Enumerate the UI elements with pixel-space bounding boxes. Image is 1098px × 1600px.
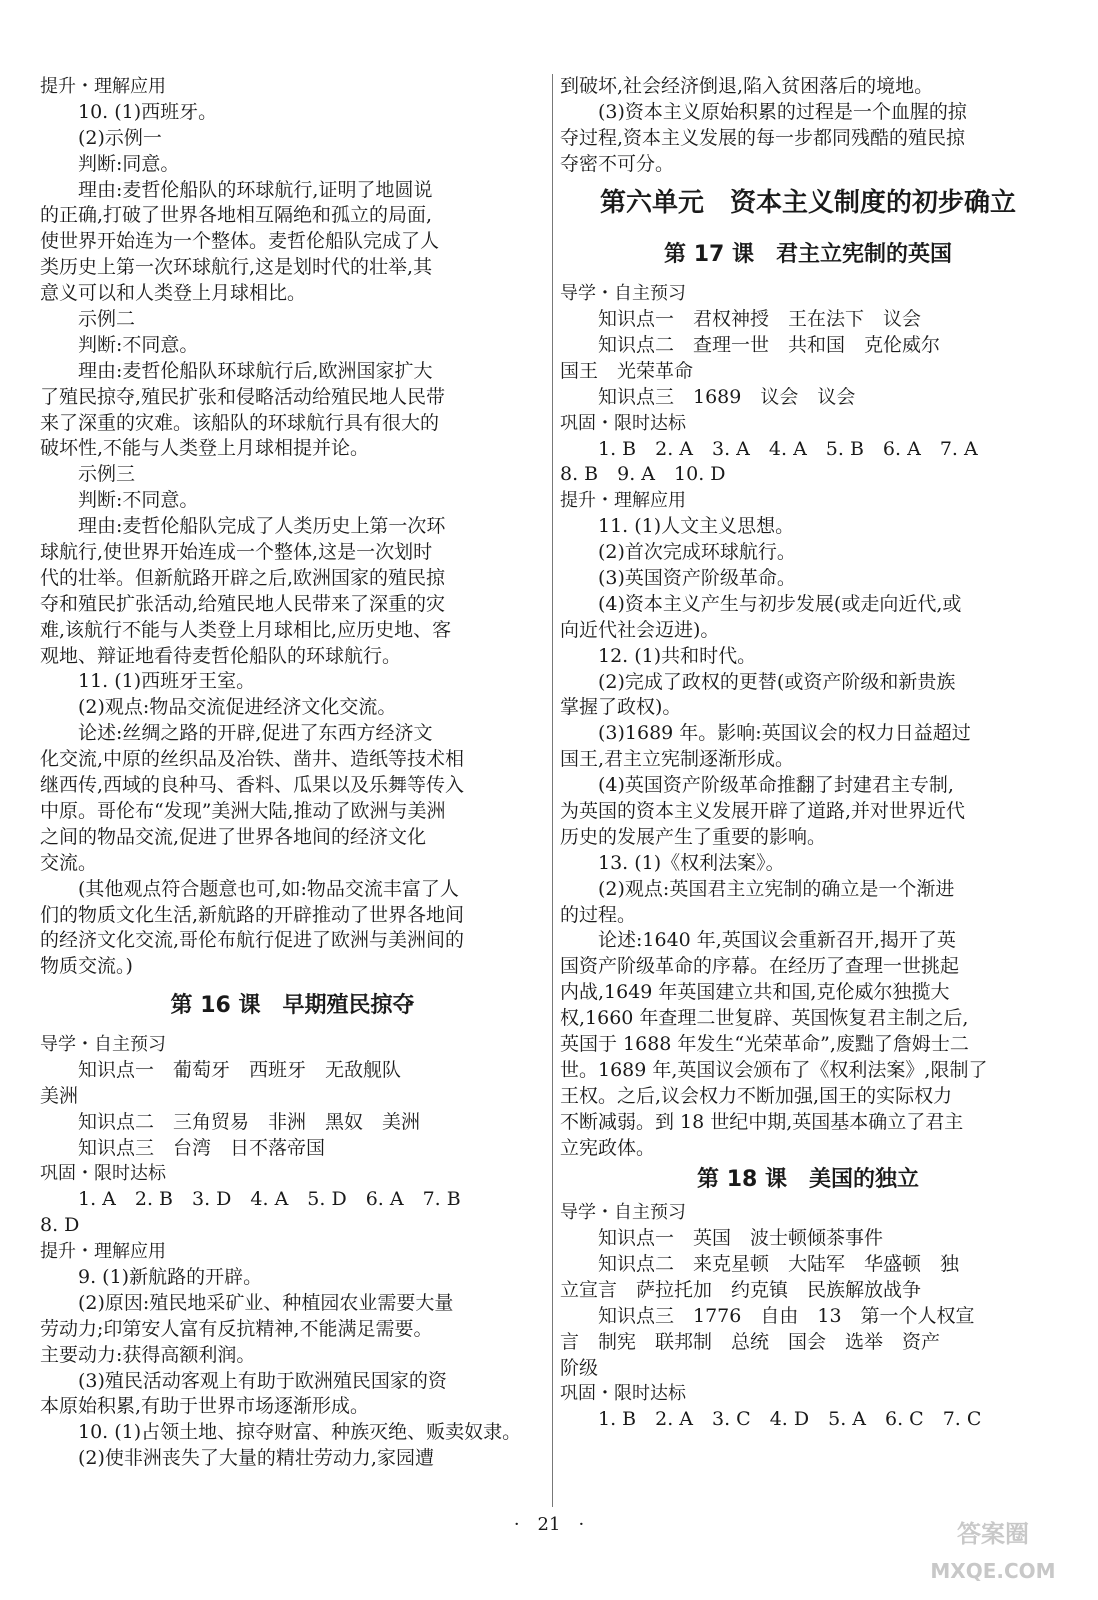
text-line: 之间的物品交流,促进了世界各地间的经济文化 xyxy=(40,825,427,848)
text-line: 意义可以和人类登上月球相比。 xyxy=(40,282,307,305)
text-line: 中原。哥伦布“发现”美洲大陆,推动了欧洲与美洲 xyxy=(40,799,446,822)
text-line: 知识点二 来克星顿 大陆军 华盛顿 独 xyxy=(598,1253,960,1276)
section-heading: 导学・自主预习 xyxy=(560,283,686,305)
text-line: 为英国的资本主义发展开辟了道路,并对世界近代 xyxy=(560,799,966,822)
text-line: 观地、辩证地看待麦哲伦船队的环球航行。 xyxy=(40,644,402,667)
text-line: 不断减弱。到 18 世纪中期,英国基本确立了君主 xyxy=(560,1110,964,1133)
text-line: 内战,1649 年英国建立共和国,克伦威尔独揽大 xyxy=(560,981,950,1004)
text-line: 示例三 xyxy=(78,463,136,486)
text-line: 本原始积累,有助于世界市场逐渐形成。 xyxy=(40,1395,370,1418)
lesson-title: 第 17 课 君主立宪制的英国 xyxy=(664,242,952,268)
text-line: (2)完成了政权的更替(或资产阶级和新贵族 xyxy=(598,670,956,693)
text-line: 来了深重的灾难。该船队的环球航行具有很大的 xyxy=(40,411,440,434)
text-line: 掌握了政权)。 xyxy=(560,696,682,719)
text-line: 王权。之后,议会权力不断加强,国王的实际权力 xyxy=(560,1084,953,1107)
text-line: 交流。 xyxy=(40,851,98,874)
text-line: 1. B 2. A 3. C 4. D 5. A 6. C 7. C xyxy=(598,1408,982,1431)
section-heading: 导学・自主预习 xyxy=(560,1202,686,1224)
text-line: 英国于 1688 年发生“光荣革命”,废黜了詹姆士二 xyxy=(560,1032,969,1055)
text-line: (2)观点:英国君主立宪制的确立是一个渐进 xyxy=(598,877,955,900)
left-column xyxy=(40,74,545,1472)
column-divider xyxy=(552,74,553,1507)
text-line: 10. (1)西班牙。 xyxy=(78,100,218,123)
text-line: 使世界开始连为一个整体。麦哲伦船队完成了人 xyxy=(40,230,440,253)
text-line: 的正确,打破了世界各地相互隔绝和孤立的局面, xyxy=(40,204,433,227)
text-line: 知识点三 台湾 日不落帝国 xyxy=(78,1136,326,1159)
text-line: 11. (1)人文主义思想。 xyxy=(598,515,795,538)
text-line: 代的壮举。但新航路开辟之后,欧洲国家的殖民掠 xyxy=(40,566,446,589)
text-line: 言 制宪 联邦制 总统 国会 选举 资产 xyxy=(560,1330,941,1353)
text-line: 1. B 2. A 3. A 4. A 5. B 6. A 7. A xyxy=(598,437,978,460)
unit-title: 第六单元 资本主义制度的初步确立 xyxy=(599,187,1016,218)
text-line: 阶级 xyxy=(560,1356,599,1379)
text-line: 主要动力:获得高额利润。 xyxy=(40,1343,256,1366)
text-line: (3)1689 年。影响:英国议会的权力日益超过 xyxy=(598,722,971,745)
section-heading: 提升・理解应用 xyxy=(40,1241,166,1263)
text-line: 10. (1)占领土地、掠夺财富、种族灭绝、贩卖奴隶。 xyxy=(78,1421,522,1444)
watermark-line2: MXQE.COM xyxy=(930,1559,1056,1583)
text-line: 示例二 xyxy=(78,308,136,331)
section-heading: 提升・理解应用 xyxy=(560,490,686,512)
lesson-title: 第 18 课 美国的独立 xyxy=(697,1167,919,1193)
text-line: 破坏性,不能与人类登上月球相提并论。 xyxy=(40,437,370,460)
text-line: 论述:1640 年,英国议会重新召开,揭开了英 xyxy=(598,929,956,952)
text-line: 世。1689 年,英国议会颁布了《权利法案》,限制了 xyxy=(560,1058,988,1081)
text-line: 知识点二 查理一世 共和国 克伦威尔 xyxy=(598,333,941,356)
text-line: 难,该航行不能与人类登上月球相比,应历史地、客 xyxy=(40,618,452,641)
text-line: 12. (1)共和时代。 xyxy=(598,644,757,667)
text-line: 类历史上第一次环球航行,这是划时代的壮举,其 xyxy=(40,256,433,279)
section-heading: 提升・理解应用 xyxy=(40,76,166,97)
text-line: 判断:同意。 xyxy=(78,152,180,175)
text-line: 立宪政体。 xyxy=(560,1136,656,1159)
text-line: 的经济文化交流,哥伦布航行促进了欧洲与美洲间的 xyxy=(40,929,465,952)
section-heading: 巩固・限时达标 xyxy=(560,412,686,434)
text-line: 9. (1)新航路的开辟。 xyxy=(78,1265,263,1288)
text-line: 知识点一 葡萄牙 西班牙 无敌舰队 xyxy=(78,1058,402,1081)
text-line: 的过程。 xyxy=(560,903,637,926)
text-line: 国资产阶级革命的序幕。在经历了查理一世挑起 xyxy=(560,955,960,978)
text-line: (2)使非洲丧失了大量的精壮劳动力,家园遭 xyxy=(78,1447,434,1470)
text-line: 国王 光荣革命 xyxy=(560,359,694,382)
section-heading: 巩固・限时达标 xyxy=(40,1163,166,1185)
text-line: (3)殖民活动客观上有助于欧洲殖民国家的资 xyxy=(78,1369,447,1392)
text-line: 8. B 9. A 10. D xyxy=(560,463,726,486)
text-line: (其他观点符合题意也可,如:物品交流丰富了人 xyxy=(78,877,459,900)
text-line: 知识点三 1776 自由 13 第一个人权宣 xyxy=(598,1304,975,1327)
text-line: 理由:麦哲伦船队环球航行后,欧洲国家扩大 xyxy=(78,359,433,382)
text-line: (2)示例一 xyxy=(78,126,162,149)
section-heading: 导学・自主预习 xyxy=(40,1033,166,1055)
text-line: 判断:不同意。 xyxy=(78,333,199,356)
text-line: 1. A 2. B 3. D 4. A 5. D 6. A 7. B xyxy=(78,1188,461,1211)
page-number: · 21 · xyxy=(513,1514,585,1535)
text-line: 化交流,中原的丝织品及冶铁、凿井、造纸等技术相 xyxy=(40,748,465,771)
text-line: 们的物质文化生活,新航路的开辟推动了世界各地间 xyxy=(40,903,465,926)
text-line: 知识点二 三角贸易 非洲 黑奴 美洲 xyxy=(78,1110,421,1133)
watermark-logo xyxy=(898,1506,1088,1590)
text-line: 知识点三 1689 议会 议会 xyxy=(598,385,856,408)
text-line: 判断:不同意。 xyxy=(78,489,199,512)
text-line: 8. D xyxy=(40,1214,80,1237)
text-line: 夺密不可分。 xyxy=(560,152,675,175)
text-line: 球航行,使世界开始连成一个整体,这是一次划时 xyxy=(40,541,433,564)
text-line: 论述:丝绸之路的开辟,促进了东西方经济文 xyxy=(78,722,433,745)
text-line: 历史的发展产生了重要的影响。 xyxy=(560,825,827,848)
text-line: (3)资本主义原始积累的过程是一个血腥的掠 xyxy=(598,100,967,123)
text-line: (2)原因:殖民地采矿业、种植园农业需要大量 xyxy=(78,1291,454,1314)
text-line: 夺和殖民扩张活动,给殖民地人民带来了深重的灾 xyxy=(40,592,446,615)
watermark-line1: 答案圈 xyxy=(957,1520,1029,1548)
text-line: (4)英国资产阶级革命推翻了封建君主专制, xyxy=(598,774,954,797)
text-line: 继西传,西域的良种马、香料、瓜果以及乐舞等传入 xyxy=(40,774,465,797)
text-line: 物质交流。) xyxy=(40,955,133,978)
text-line: 13. (1)《权利法案》。 xyxy=(598,851,785,874)
text-line: 11. (1)西班牙王室。 xyxy=(78,670,256,693)
text-line: (3)英国资产阶级革命。 xyxy=(598,566,796,589)
text-line: 知识点一 君权神授 王在法下 议会 xyxy=(598,308,922,331)
right-column xyxy=(560,74,1056,1433)
text-line: 美洲 xyxy=(40,1084,79,1107)
text-line: 理由:麦哲伦船队完成了人类历史上第一次环 xyxy=(78,515,446,538)
text-line: 了殖民掠夺,殖民扩张和侵略活动给殖民地人民带 xyxy=(40,385,446,408)
text-line: 向近代社会迈进)。 xyxy=(560,618,720,641)
text-line: 立宣言 萨拉托加 约克镇 民族解放战争 xyxy=(560,1278,922,1301)
section-heading: 巩固・限时达标 xyxy=(560,1383,686,1405)
text-line: 权,1660 年查理二世复辟、英国恢复君主制之后, xyxy=(560,1007,969,1030)
text-line: (2)观点:物品交流促进经济文化交流。 xyxy=(78,696,397,719)
text-line: 理由:麦哲伦船队的环球航行,证明了地圆说 xyxy=(78,178,433,201)
text-line: 劳动力;印第安人富有反抗精神,不能满足需要。 xyxy=(40,1317,433,1340)
lesson-title: 第 16 课 早期殖民掠夺 xyxy=(170,993,415,1019)
text-line: 知识点一 英国 波士顿倾茶事件 xyxy=(598,1227,884,1250)
text-line: 到破坏,社会经济倒退,陷入贫困落后的境地。 xyxy=(560,75,934,97)
text-line: 国王,君主立宪制逐渐形成。 xyxy=(560,748,795,771)
text-line: (2)首次完成环球航行。 xyxy=(598,541,796,564)
text-line: 夺过程,资本主义发展的每一步都同残酷的殖民掠 xyxy=(560,126,966,149)
text-line: (4)资本主义产生与初步发展(或走向近代,或 xyxy=(598,592,962,615)
